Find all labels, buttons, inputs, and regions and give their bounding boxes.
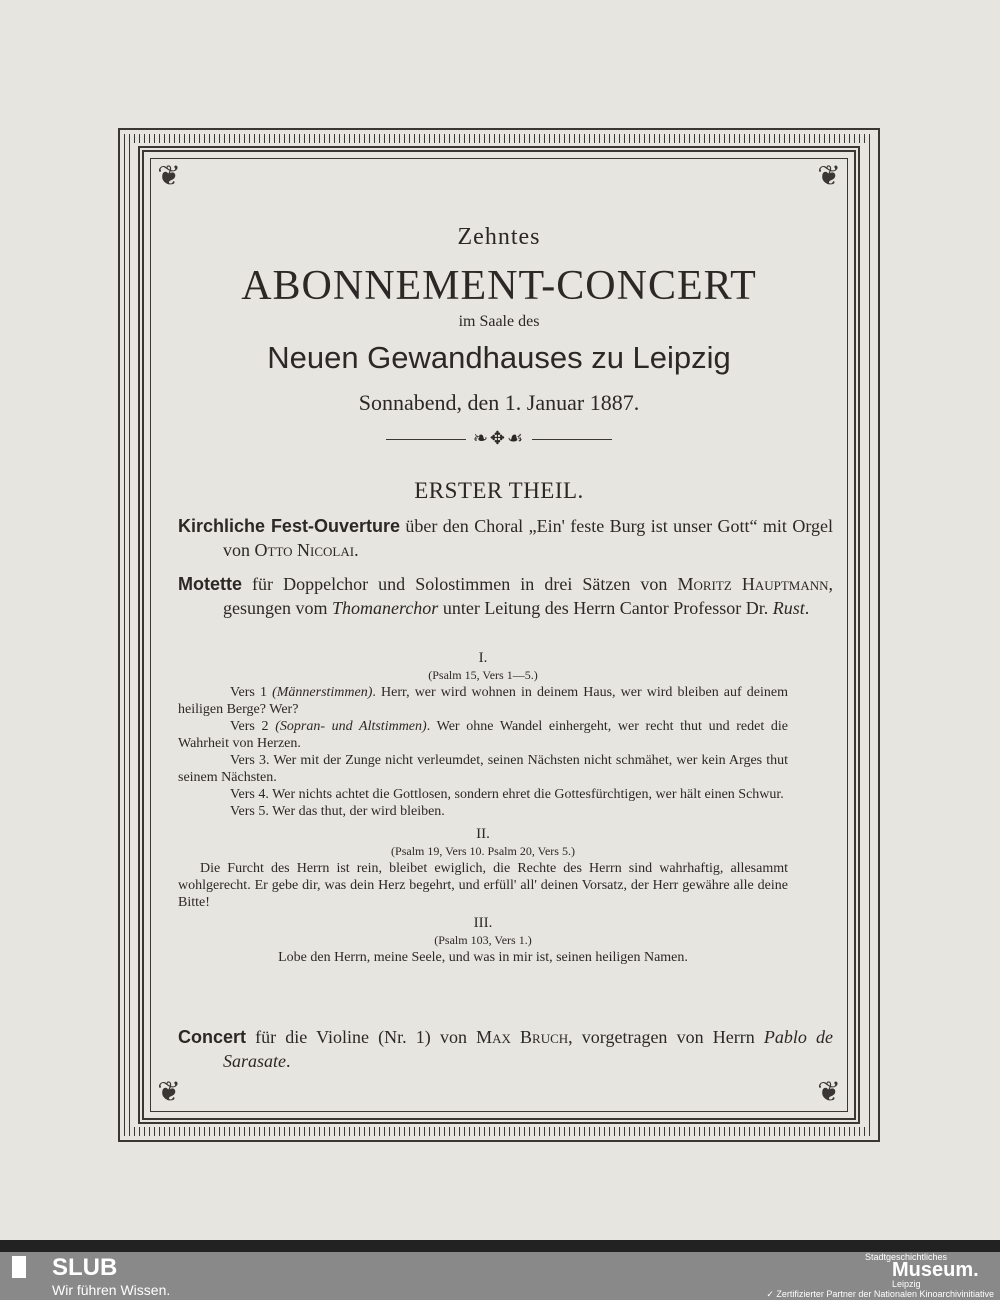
book-icon: [12, 1256, 26, 1278]
slub-logo[interactable]: SLUB: [52, 1254, 118, 1281]
slub-tagline: Wir führen Wissen.: [52, 1282, 171, 1298]
corner-ornament-icon: ❦: [817, 161, 841, 192]
motet-text: I. (Psalm 15, Vers 1—5.) Vers 1 (Männerstimmen). Herr, wer wird wohnen in deinem Haus, wer wird bleiben auf deinem heiligen Berge? Wer? Vers 2 (Sopran- und Altstimmen). Wer ohne Wandel einhergeht, wer recht thut und redet die Wahrheit von Herzen. Vers 3. Wer mit der Zunge nicht verleumdet, seinen Nächsten nicht schmähet, wer kein Arges thut seinem Nächsten. Vers 4. Wer nichts achtet die Gottlosen, sondern ehret die Gottesfürchtigen, wer hält einen Schwur. Vers 5. Wer das thut, der wird bleiben. II. (Psalm 19, Vers 10. Psalm 20, Vers 5.) Die Furcht des Herrn ist rein, bleibet ewiglich, die Rechte des Herrn sind wahrhaftig, allesammt wohlgerecht. Er gebe dir, was dein Herz begehrt, und erfüll' all' deinen Vorsatz, der Herr gewähre alle deine Bitte! III. (Psalm 103, Vers 1.) Lobe den Herrn, meine Seele, und was in mir ist, seinen heiligen Namen.: [178, 650, 788, 965]
footer-bar: [0, 1252, 1000, 1300]
corner-ornament-icon: ❦: [817, 1077, 841, 1108]
museum-logo[interactable]: Museum.: [892, 1259, 979, 1281]
museum-note: ✓ Zertifizierter Partner der Nationalen Kinoarchivinitiative: [766, 1289, 994, 1299]
program-item-motet: Motette für Doppelchor und Solostimmen in drei Sätzen von Moritz Hauptmann, gesungen vom Thomanerchor unter Leitung des Herrn Cantor Professor Dr. Rust.: [178, 574, 833, 618]
divider-ornament-icon: ❧✥☙: [150, 428, 848, 449]
date: Sonnabend, den 1. Januar 1887.: [358, 390, 640, 415]
concert-title: ABONNEMENT-CONCERT: [241, 263, 757, 309]
museum-city: Leipzig: [892, 1279, 921, 1289]
program-item-concert: Concert für die Violine (Nr. 1) von Max Bruch, vorgetragen von Herrn Pablo de Sarasate.: [178, 1027, 833, 1071]
museum-prefix: Stadtgeschichtliches: [865, 1252, 948, 1262]
corner-ornament-icon: ❦: [157, 1077, 181, 1108]
footer-edge: [0, 1240, 1000, 1252]
venue-prefix: im Saale des: [458, 313, 540, 330]
section-heading: ERSTER THEIL.: [414, 478, 584, 503]
program-item-overture: Kirchliche Fest-Ouverture über den Choral „Ein' feste Burg ist unser Gott“ mit Orgel von Otto Nicolai.: [178, 516, 834, 560]
venue: Neuen Gewandhauses zu Leipzig: [267, 340, 731, 375]
corner-ornament-icon: ❦: [157, 161, 181, 192]
ordinal: Zehntes: [457, 224, 541, 250]
